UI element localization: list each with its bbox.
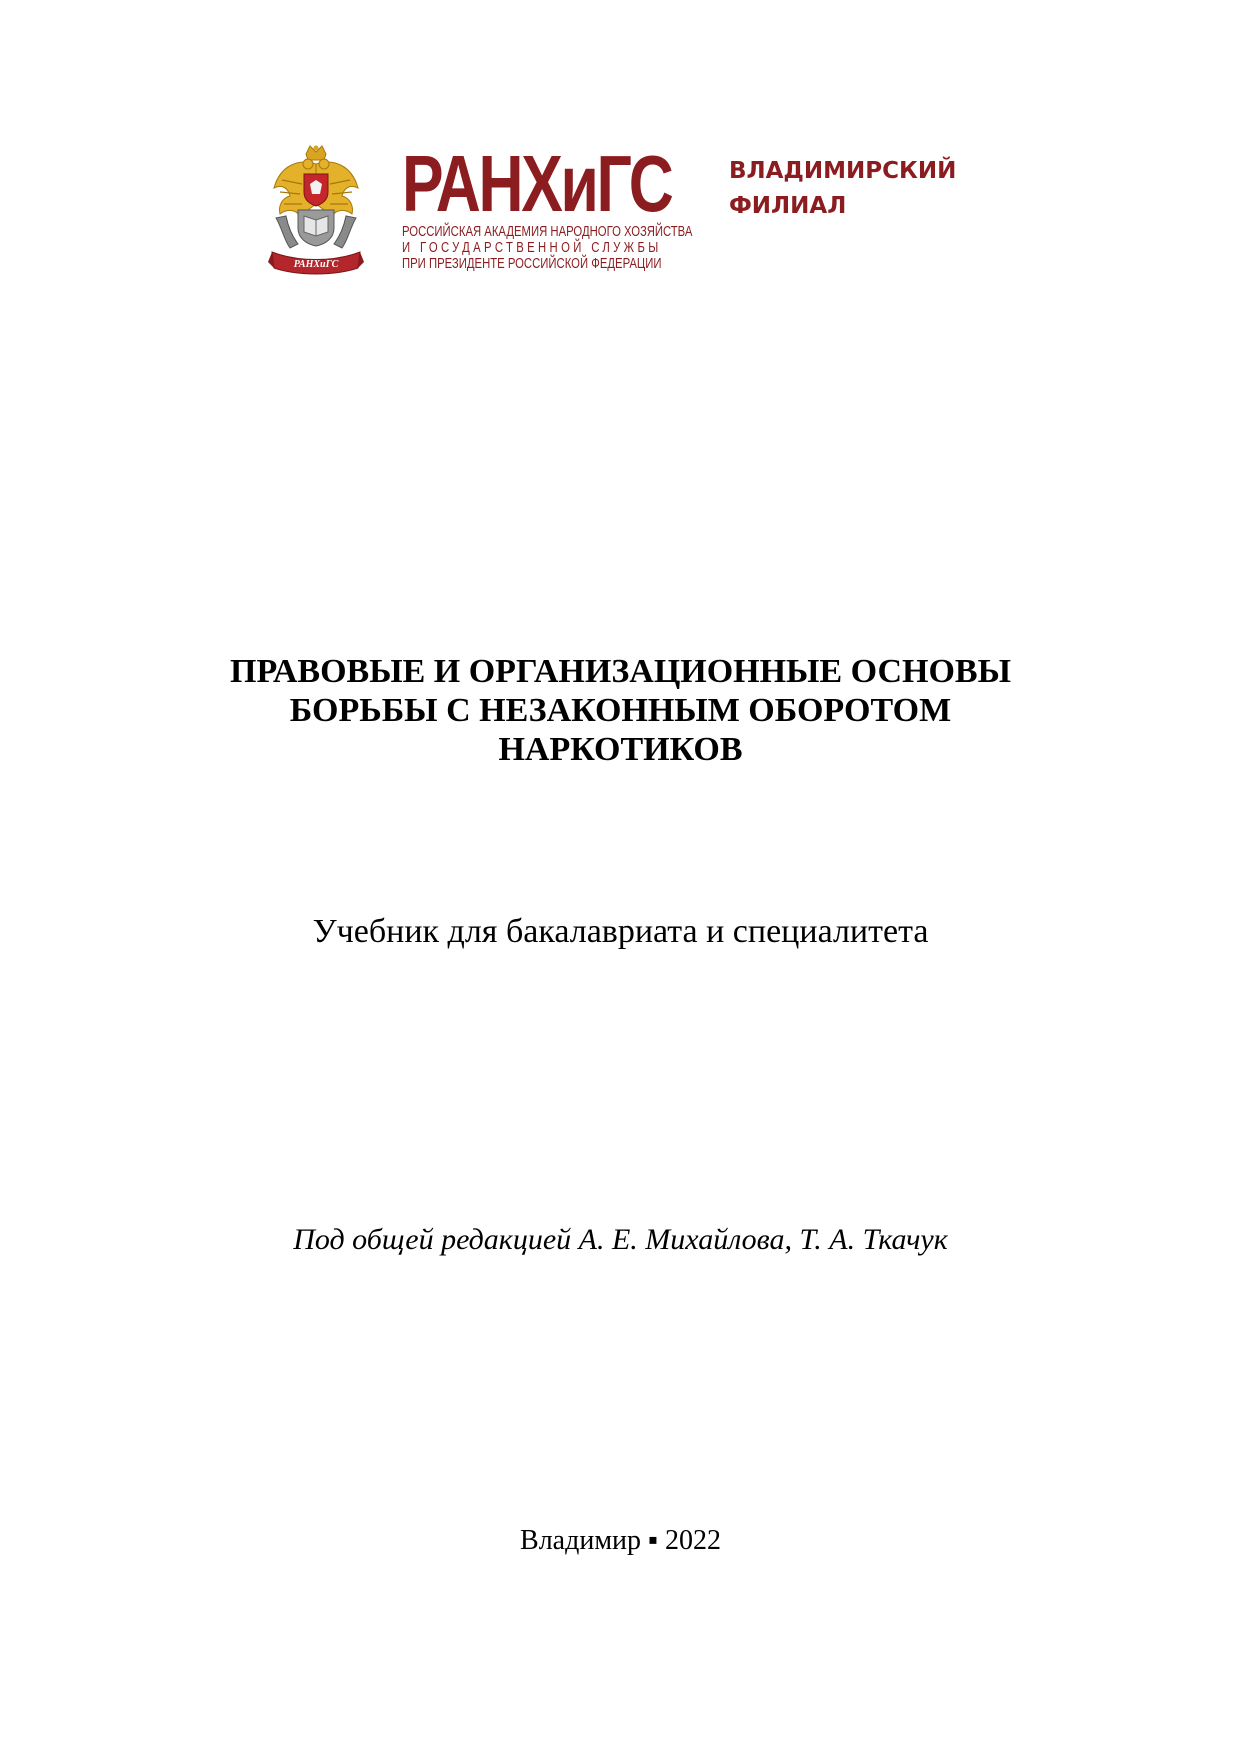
academy-emblem-icon [268,144,364,276]
header [268,140,968,290]
title-line-2: БОРЬБЫ С НЕЗАКОННЫМ ОБОРОТОМ [289,692,952,729]
branch-name [729,154,956,224]
branch-line-2: ФИЛИАЛ [729,193,847,219]
branch-line-1: ВЛАДИМИРСКИЙ [729,158,957,184]
book-title [120,652,1121,769]
book-subtitle: Учебник для бакалавриата и специалитета [312,913,929,950]
brand-line-2: И ГОСУДАРСТВЕННОЙ СЛУЖБЫ [402,240,662,256]
title-line-1: ПРАВОВЫЕ И ОРГАНИЗАЦИОННЫЕ ОСНОВЫ [230,653,1011,690]
title-line-3: НАРКОТИКОВ [498,731,743,768]
editors-line: Под общей редакцией А. Е. Михайлова, Т. А. Ткачук [293,1223,948,1256]
brand-line-3: ПРИ ПРЕЗИДЕНТЕ РОССИЙСКОЙ ФЕДЕРАЦИИ [402,256,662,272]
brand-block [402,140,722,272]
brand-line-1: РОССИЙСКАЯ АКАДЕМИЯ НАРОДНОГО ХОЗЯЙСТВА [402,224,693,240]
imprint-line: Владимир ▪ 2022 [520,1525,721,1556]
brand-name: РАНХиГС [402,139,672,228]
emblem-ribbon-text: РАНХиГС [293,259,339,270]
